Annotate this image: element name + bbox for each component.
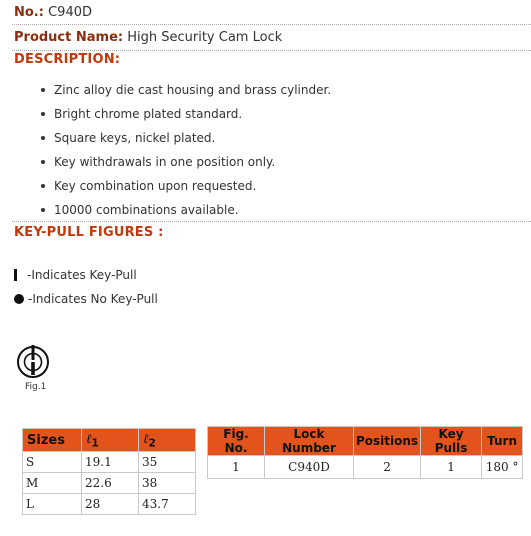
table-cell: 35 (139, 452, 196, 473)
description-heading: DESCRIPTION: (14, 52, 121, 67)
table-cell: 1 (421, 456, 482, 479)
table-cell: 43.7 (139, 494, 196, 515)
table-cell: 19.1 (82, 452, 139, 473)
table-row (208, 456, 523, 479)
table-cell: 28 (82, 494, 139, 515)
figure-label: Fig.1 (25, 382, 47, 392)
item-number-row (14, 5, 92, 20)
key-pull-figure-icon (15, 344, 51, 380)
product-name-value: High Security Cam Lock (127, 30, 283, 45)
divider (12, 221, 531, 222)
table-cell: 22.6 (82, 473, 139, 494)
legend-no-key-pull (14, 292, 158, 306)
table-header-row (208, 427, 523, 456)
legend-key-pull (14, 268, 137, 282)
divider (12, 50, 531, 51)
list-item: Key combination upon requested. (54, 176, 331, 200)
product-name-row (14, 30, 282, 45)
item-number-label: No.: (14, 5, 44, 20)
table-cell: S (23, 452, 82, 473)
table-cell: 1 (208, 456, 265, 479)
sizes-table (22, 428, 196, 515)
list-item: Square keys, nickel plated. (54, 128, 331, 152)
no-key-pull-dot-icon (14, 294, 24, 304)
column-header-fig-no: Fig. No. (208, 427, 265, 456)
table-row (23, 473, 196, 494)
table-cell: 38 (139, 473, 196, 494)
column-header-key-pulls: Key Pulls (421, 427, 482, 456)
column-header-turn: Turn (482, 427, 523, 456)
column-header-sizes: Sizes (23, 429, 82, 452)
table-row (23, 452, 196, 473)
table-cell: M (23, 473, 82, 494)
table-row (23, 494, 196, 515)
item-number-value: C940D (48, 5, 92, 20)
column-header-positions: Positions (354, 427, 421, 456)
key-pull-heading: KEY-PULL FIGURES : (14, 225, 164, 240)
list-item: Key withdrawals in one position only. (54, 152, 331, 176)
column-header-l2: ℓ$_2$ (139, 429, 196, 452)
list-item: Bright chrome plated standard. (54, 104, 331, 128)
column-header-l1: ℓ$_1$ (82, 429, 139, 452)
legend-key-pull-text: -Indicates Key-Pull (27, 268, 137, 282)
divider (12, 24, 531, 25)
table-cell: L (23, 494, 82, 515)
product-name-label: Product Name: (14, 30, 124, 45)
table-cell: 2 (354, 456, 421, 479)
list-item: 10000 combinations available. (54, 200, 331, 224)
legend-no-key-pull-text: -Indicates No Key-Pull (28, 292, 158, 306)
list-item: Zinc alloy die cast housing and brass cylinder. (54, 80, 331, 104)
table-header-row (23, 429, 196, 452)
column-header-lock-number: Lock Number (265, 427, 354, 456)
description-list (14, 80, 331, 224)
key-pull-bar-icon (14, 269, 17, 281)
table-cell: C940D (265, 456, 354, 479)
table-cell: 180 ° (482, 456, 523, 479)
figures-table (207, 426, 523, 479)
